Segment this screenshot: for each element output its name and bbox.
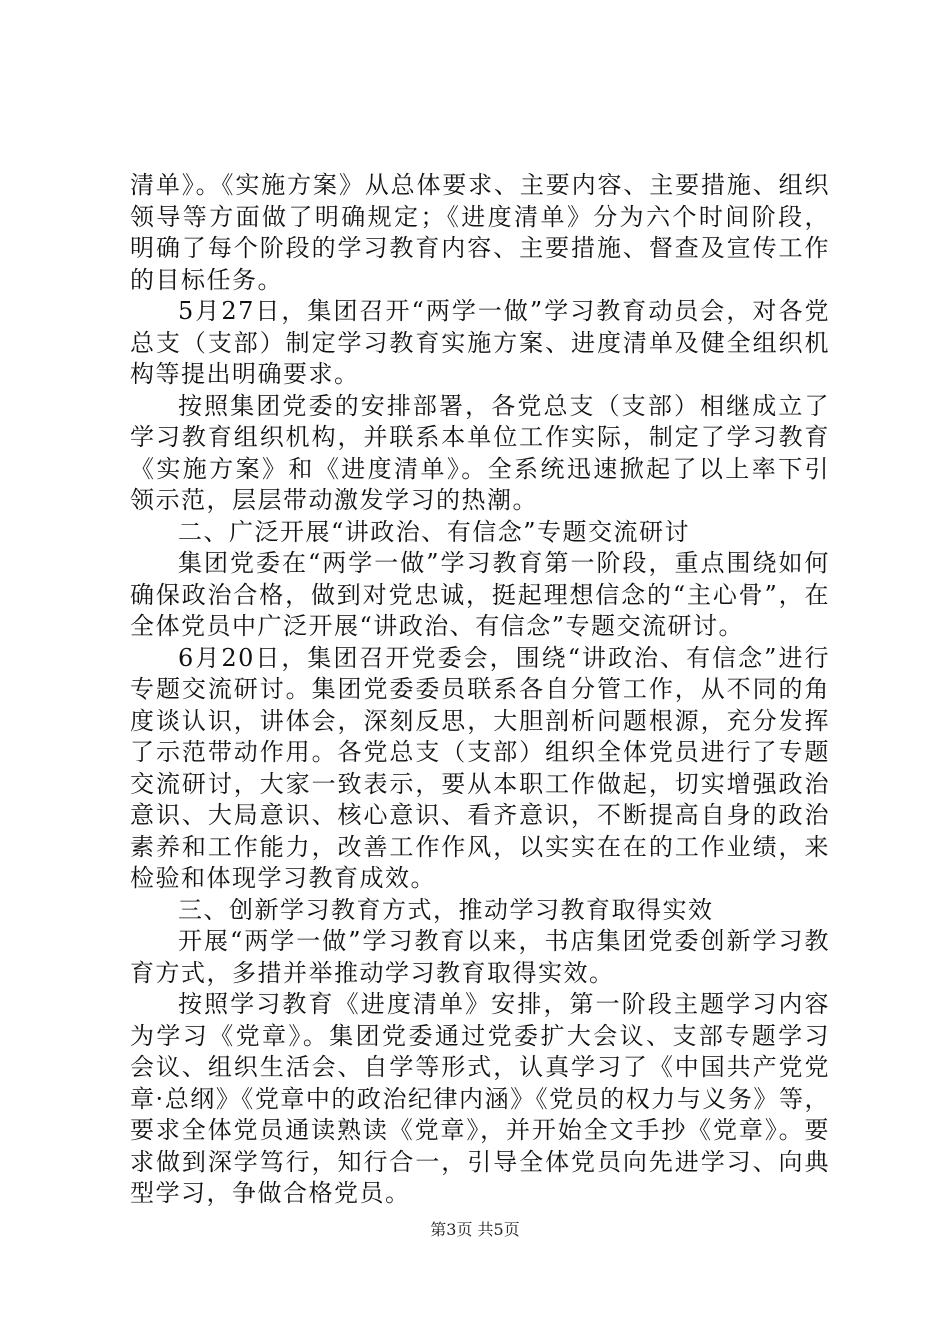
page-number-footer: 第3页 共5页: [430, 1220, 520, 1239]
paragraph-4: 集团党委在“两学一做”学习教育第一阶段，重点围绕如何确保政治合格，做到对党忠诚，挺起理想信念的“主心骨”，在全体党员中广泛开展“讲政治、有信念”专题交流研讨。: [130, 549, 830, 640]
section-heading-3: 三、创新学习教育方式，推动学习教育取得实效: [178, 895, 714, 924]
paragraph-1: 清单》。《实施方案》从总体要求、主要内容、主要措施、组织领导等方面做了明确规定；《进度清单》分为六个时间阶段，明确了每个阶段的学习教育内容、主要措施、督查及宣传工作的目标任务。: [130, 171, 830, 294]
document-body: [130, 170, 830, 1210]
paragraph-3: 按照集团党委的安排部署，各党总支（支部）相继成立了学习教育组织机构，并联系本单位工作实际，制定了学习教育《实施方案》和《进度清单》。全系统迅速掀起了以上率下引领示范，层层带动激发学习的热潮。: [130, 391, 830, 514]
section-heading-2: 二、广泛开展“讲政治、有信念”专题交流研讨: [178, 517, 691, 546]
paragraph-6: 开展“两学一做”学习教育以来，书店集团党委创新学习教育方式，多措并举推动学习教育取得实效。: [130, 927, 830, 987]
paragraph-2: 5月27日，集团召开“两学一做”学习教育动员会，对各党总支（支部）制定学习教育实施方案、进度清单及健全组织机构等提出明确要求。: [130, 297, 830, 388]
paragraph-7: 按照学习教育《进度清单》安排，第一阶段主题学习内容为学习《党章》。集团党委通过党委扩大会议、支部专题学习会议、组织生活会、自学等形式，认真学习了《中国共产党党章·总纲》《党章中的政治纪律内涵》《党员的权力与义务》等，要求全体党员通读熟读《党章》，并开始全文手抄《党章》。要求做到深学笃行，知行合一，引导全体党员向先进学习、向典型学习，争做合格党员。: [130, 990, 830, 1207]
paragraph-5: 6月20日，集团召开党委会，围绕“讲政治、有信念”进行专题交流研讨。集团党委委员联系各自分管工作，从不同的角度谈认识，讲体会，深刻反思，大胆剖析问题根源，充分发挥了示范带动作用。各党总支（支部）组织全体党员进行了专题交流研讨，大家一致表示，要从本职工作做起，切实增强政治意识、大局意识、核心意识、看齐意识，不断提高自身的政治素养和工作能力，改善工作作风，以实实在在的工作业绩，来检验和体现学习教育成效。: [130, 643, 830, 892]
